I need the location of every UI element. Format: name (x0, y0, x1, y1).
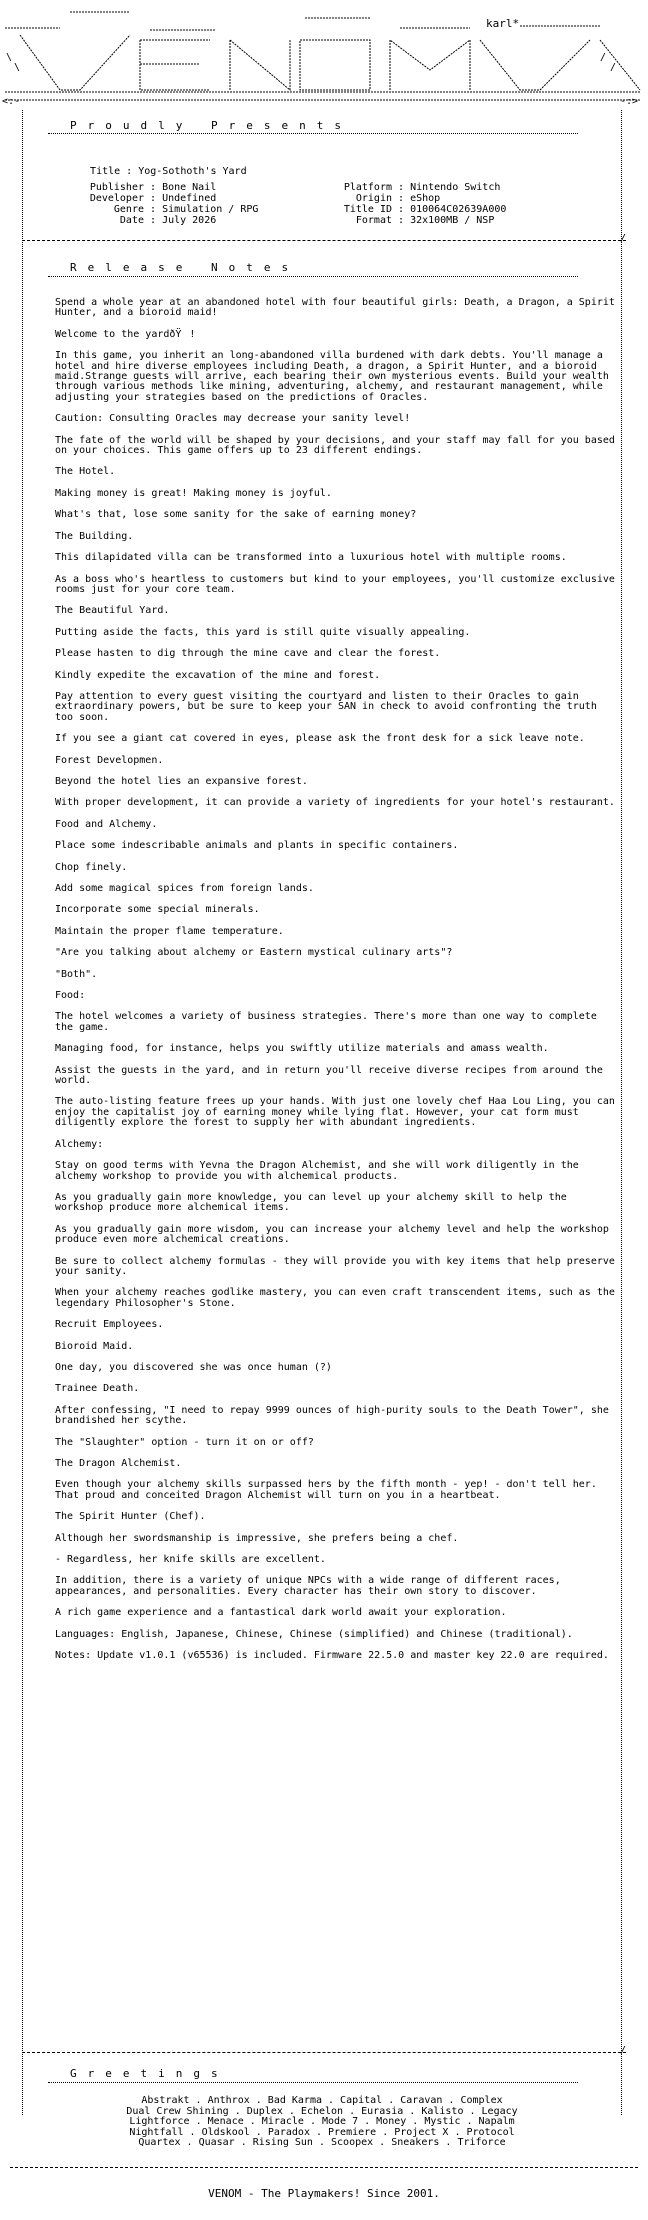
info-label: Developer (89, 193, 144, 204)
greetings-line: Dual Crew Shining . Duplex . Echelon . Eurasia . Kalisto . Legacy (126, 2105, 518, 2117)
release-note-paragraph: The Dragon Alchemist. (55, 1458, 182, 1469)
game-title: Yog-Sothoth's Yard (138, 166, 247, 177)
info-right-2: Title ID : 010064C02639A000 (310, 204, 506, 215)
release-note-paragraph: Spend a whole year at an abandoned hotel with four beautiful girls: Death, a Dragon, a Spirit Hunter, and a bioroid maid! (55, 297, 615, 319)
release-note-paragraph: The "Slaughter" option - turn it on or off? (55, 1436, 314, 1448)
release-note-paragraph: Incorporate some special minerals. (55, 904, 260, 916)
release-note-paragraph: The fate of the world will be shaped by your decisions, and your staff may fall for you based on your choices. This game offers up to 23 different endings. (55, 434, 615, 457)
release-note-paragraph: A rich game experience and a fantastical dark world await your exploration. (55, 1607, 507, 1619)
info-value: 010064C02639A000 (410, 204, 507, 215)
release-note-paragraph: Alchemy: (55, 1138, 104, 1150)
svg-text:/: / (610, 62, 617, 73)
release-note-paragraph: What's that, lose some sanity for the sake of earning money? (55, 509, 417, 521)
release-note-paragraph: As you gradually gain more wisdom, you can increase your alchemy level and help the workshop produce even more alchemical creations. (55, 1223, 609, 1246)
release-notes-body (55, 298, 615, 1672)
info-left-2: Genre : Simulation / RPG (44, 204, 258, 215)
svg-text:-:>: -:> (620, 96, 639, 107)
release-note-paragraph: Place some indescribable animals and plants in specific containers. (55, 840, 459, 852)
greetings-title-rule (48, 2082, 578, 2083)
info-label: Format (355, 215, 392, 226)
greetings-title: Greetings (70, 2067, 229, 2080)
artist-tag: karl* (486, 17, 520, 30)
release-note-paragraph: If you see a giant cat covered in eyes, please ask the front desk for a sick leave note. (55, 733, 585, 745)
release-note-paragraph: Notes: Update v1.0.1 (v65536) is included. Firmware 22.5.0 and master key 22.0 are required. (55, 1650, 609, 1662)
release-note-paragraph: The Beautiful Yard. (55, 605, 170, 617)
info-left-0: Publisher : Bone Nail (44, 182, 216, 193)
greetings-line: Abstrakt . Anthrox . Bad Karma . Capital . Caravan . Complex (141, 2095, 503, 2106)
info-value: Simulation / RPG (162, 204, 259, 215)
info-value: Undefined (162, 193, 217, 204)
release-note-paragraph: Kindly expedite the excavation of the mine and forest. (55, 669, 381, 681)
release-note-paragraph: Maintain the proper flame temperature. (55, 925, 284, 937)
intro-title-rule (48, 133, 578, 134)
release-note-paragraph: Pay attention to every guest visiting the courtyard and listen to their Oracles to gain extraordinary powers, but be sure to keep your SAN in check to avoid confronting the truth too soon. (55, 690, 597, 723)
release-note-paragraph: Languages: English, Japanese, Chinese, Chinese (simplified) and Chinese (traditional). (55, 1628, 573, 1640)
release-note-paragraph: In addition, there is a variety of unique NPCs with a wide range of different races, appearances, and personalities. Every character has their own story to discover. (55, 1575, 561, 1597)
info-left-3: Date : July 2026 (44, 215, 216, 226)
info-label: Platform (343, 182, 392, 193)
release-note-paragraph: Making money is great! Making money is joyful. (55, 487, 332, 499)
svg-text:\: \ (14, 62, 21, 73)
greetings-section (22, 2068, 622, 2079)
release-note-paragraph: Caution: Consulting Oracles may decrease your sanity level! (55, 413, 411, 425)
divider-cap: / (620, 233, 627, 244)
release-note-paragraph: Stay on good terms with Yevna the Dragon Alchemist, and she will work diligently in the alchemy workshop to provide you with alchemical products. (55, 1160, 579, 1182)
info-value: July 2026 (162, 215, 217, 226)
release-note-paragraph: In this game, you inherit an long-abandoned villa burdened with dark debts. You'll manage a hotel and hire diverse employees including Death, a dragon, a Spirit Hunter, and a bioroid maid.Strange guests will arrive, each bearing their own mysterious events. Build your wealth through various methods like mining, adventuring, alchemy, and restaurant management, while adjusting your strategies based on the predictions of Oracles. (55, 350, 609, 403)
svg-text:\: \ (6, 52, 13, 63)
intro-title: Proudly Presents (70, 119, 352, 132)
release-note-paragraph: Recruit Employees. (55, 1319, 164, 1331)
release-note-paragraph: After confessing, "I need to repay 9999 ounces of high-purity souls to the Death Tower", she brandished her scythe. (55, 1404, 609, 1427)
info-label: Publisher (89, 182, 144, 193)
release-note-paragraph: The auto-listing feature frees up your hands. With just one lovely chef Haa Lou Ling, you can enjoy the capitalist joy of earning money while lying flat. However, your cat form must diligently explore the forest to supply her with abundant ingredients. (55, 1096, 615, 1129)
release-note-paragraph: Food: (55, 990, 86, 1002)
info-right-3: Format : 32x100MB / NSP (310, 215, 494, 226)
release-note-paragraph: The Spirit Hunter (Chef). (55, 1511, 206, 1523)
release-note-paragraph: This dilapidated villa can be transformed into a luxurious hotel with multiple rooms. (55, 552, 567, 564)
info-label: Origin (355, 193, 392, 204)
info-label: Date (119, 215, 144, 226)
greetings-line: Nightfall . Oldskool . Paradox . Premiere . Project X . Protocol (129, 2126, 515, 2138)
game-title-row: Title : Yog-Sothoth's Yard (90, 166, 247, 177)
release-note-paragraph: Be sure to collect alchemy formulas - they will provide you with key items that help preserve your sanity. (55, 1255, 615, 1277)
release-notes-title-rule (48, 276, 578, 277)
release-note-paragraph: As you gradually gain more knowledge, you can level up your alchemy skill to help the workshop produce more alchemical items. (55, 1191, 567, 1214)
ascii-logo-art (0, 0, 648, 110)
info-value: 32x100MB / NSP (410, 215, 495, 226)
release-note-paragraph: - Regardless, her knife skills are excellent. (55, 1554, 326, 1566)
release-note-paragraph: When your alchemy reaches godlike mastery, you can even craft transcendent items, such as the legendary Philosopher's Stone. (55, 1287, 615, 1309)
release-note-paragraph: Putting aside the facts, this yard is still quite visually appealing. (55, 626, 471, 638)
release-note-paragraph: As a boss who's heartless to customers but kind to your employees, you'll customize exclusive rooms just for your core team. (55, 573, 615, 595)
footer-text: VENOM - The Playmakers! Since 2001. (208, 2187, 440, 2200)
release-note-paragraph: The Building. (55, 530, 134, 542)
right-border (621, 110, 622, 2115)
svg-text:<:-: <:- (2, 96, 21, 107)
release-note-paragraph: The hotel welcomes a variety of business strategies. There's more than one way to complete the game. (55, 1011, 597, 1033)
section-divider (22, 240, 626, 241)
game-title-label: Title (90, 166, 121, 177)
greetings-line: Lightforce . Menace . Miracle . Mode 7 . Money . Mystic . Napalm (129, 2116, 515, 2128)
release-note-paragraph: Even though your alchemy skills surpassed hers by the fifth month - yep! - don't tell her. That proud and conceited Dragon Alchemist will turn on you in a heartbeat. (55, 1479, 597, 1501)
greetings-line: Quartex . Quasar . Rising Sun . Scoopex . Sneakers . Triforce (138, 2137, 506, 2149)
release-note-paragraph: Bioroid Maid. (55, 1340, 134, 1352)
release-note-paragraph: "Both". (55, 968, 98, 980)
release-note-paragraph: With proper development, it can provide a variety of ingredients for your hotel's restaurant. (55, 797, 615, 809)
release-note-paragraph: Beyond the hotel lies an expansive forest. (55, 775, 308, 787)
release-notes-section (22, 262, 622, 273)
info-label: Genre (113, 204, 144, 215)
release-note-paragraph: Please hasten to dig through the mine cave and clear the forest. (55, 648, 441, 660)
release-note-paragraph: The Hotel. (55, 466, 116, 478)
section-divider (22, 2052, 626, 2053)
release-note-paragraph: "Are you talking about alchemy or Eastern mystical culinary arts"? (55, 947, 453, 959)
divider-cap: / (620, 2045, 627, 2056)
left-border (22, 110, 23, 2115)
info-value: eShop (410, 193, 441, 204)
release-note-paragraph: Although her swordsmanship is impressive, she prefers being a chef. (55, 1532, 459, 1544)
info-right-1: Origin : eShop (310, 193, 440, 204)
intro-section (22, 120, 622, 131)
release-note-paragraph: Managing food, for instance, helps you swiftly utilize materials and amass wealth. (55, 1043, 549, 1055)
footer-rule (10, 2167, 638, 2168)
release-note-paragraph: Chop finely. (55, 861, 128, 873)
info-value: Bone Nail (162, 182, 217, 193)
release-note-paragraph: Assist the guests in the yard, and in return you'll receive diverse recipes from around the world. (55, 1064, 603, 1087)
svg-text:/: / (600, 52, 607, 63)
info-right-0: Platform : Nintendo Switch (310, 182, 500, 193)
ascii-logo (0, 0, 648, 110)
release-note-paragraph: One day, you discovered she was once human (?) (55, 1361, 332, 1373)
info-label: Title ID (343, 204, 392, 215)
release-note-paragraph: Add some magical spices from foreign lands. (55, 883, 314, 894)
release-note-paragraph: Trainee Death. (55, 1383, 140, 1395)
info-value: Nintendo Switch (410, 182, 501, 193)
release-notes-title: Release Notes (70, 261, 300, 274)
release-note-paragraph: Food and Alchemy. (55, 818, 158, 830)
release-note-paragraph: Forest Developmen. (55, 754, 164, 766)
greetings-list (22, 2096, 622, 2149)
info-left-1: Developer : Undefined (44, 193, 216, 204)
release-note-paragraph: Welcome to the yardðŸ! (55, 328, 196, 340)
